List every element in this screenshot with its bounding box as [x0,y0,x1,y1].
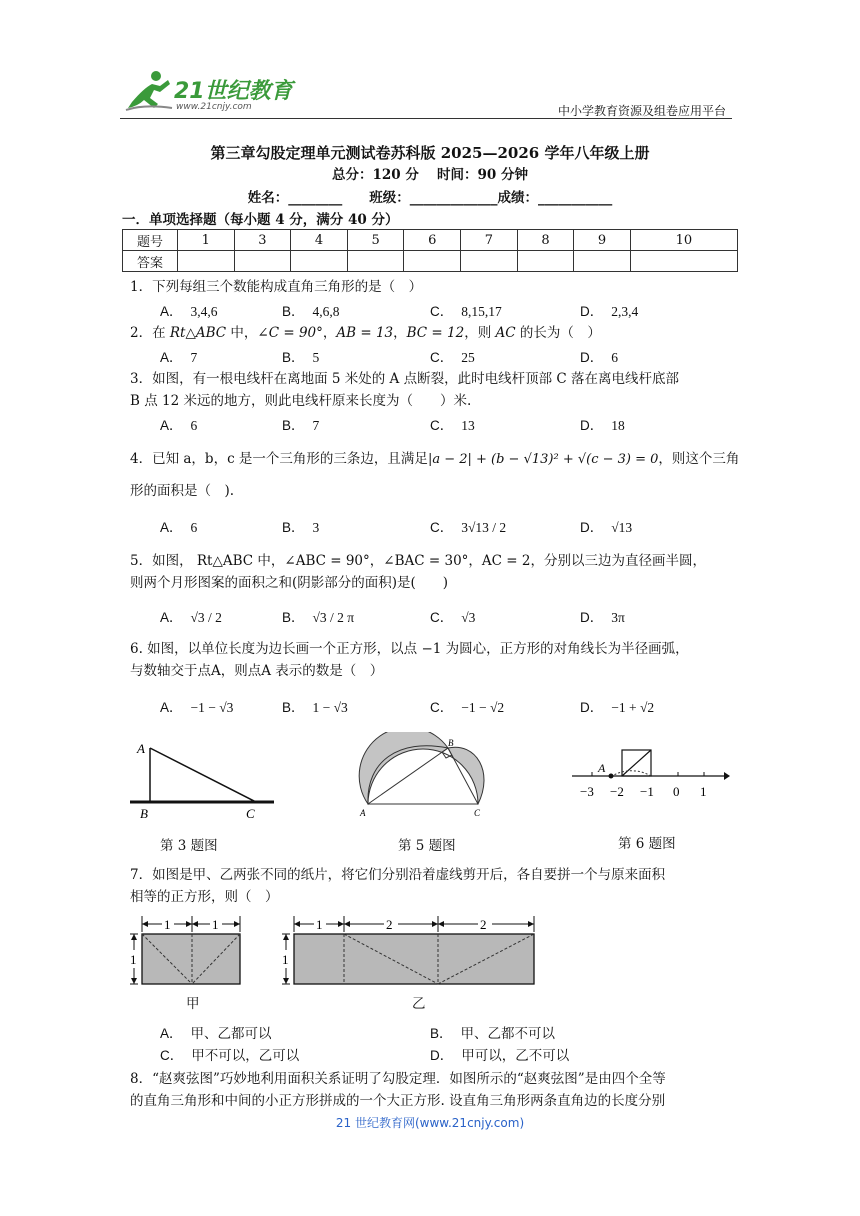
table-cell: 9 [574,230,631,251]
option-value: −1 + √2 [611,700,655,715]
figure-5-diagram [358,732,498,822]
option-letter: C． [430,520,454,535]
option-value: √3 / 2 [190,610,222,625]
q2-option-a [160,346,197,366]
figure-7-jia-caption: 甲 [186,996,200,1012]
option-value: 2,3,4 [611,304,639,319]
text: 中， [226,325,258,341]
q4-stem-line2: 形的面积是（ ). [130,483,235,499]
q7-option-b [430,1022,555,1042]
q6-option-c [430,696,504,716]
info-line: 姓名：________ 班级：_____________成绩：___________ [247,190,613,206]
q3-option-c [430,414,475,434]
option-value: 6 [190,520,198,535]
math: BC = 12 [406,325,465,341]
dim-label: 1 [212,917,219,932]
answer-cell[interactable] [291,251,348,272]
option-letter: D． [580,418,604,433]
option-value: 3 [312,520,320,535]
q4-option-a [160,516,197,536]
label-b: B [140,806,148,821]
page-title: 第三章勾股定理单元测试卷苏科版 2025—2026 学年八年级上册 [210,144,650,162]
tick-label: −3 [580,784,594,799]
figure-6-caption: 第 6 题图 [618,836,676,852]
table-cell: 6 [404,230,461,251]
option-value: 7 [190,350,198,365]
option-letter: A． [160,304,183,319]
tick-label: 1 [700,784,707,799]
figure-5-caption: 第 5 题图 [398,838,456,854]
option-letter: D． [580,520,604,535]
option-value: −1 − √2 [461,700,505,715]
option-value: 8,15,17 [461,304,502,319]
tick-label: −1 [640,784,654,799]
label-c: C [474,808,481,818]
option-letter: D． [580,610,604,625]
option-letter: D． [580,304,604,319]
q2-option-d [580,346,618,366]
option-value: 18 [611,418,625,433]
figure-3-caption: 第 3 题图 [160,838,218,854]
logo-url: www.21cnjy.com [176,102,252,112]
q3-stem-line2: B 点 12 米远的地方，则此电线杆原来长度为（ ）米. [130,393,472,409]
tick-label: −2 [610,784,624,799]
math-formula: |a − 2| + (b − √13)² + √(c − 3) = 0 [427,452,659,467]
header-rule [120,118,732,119]
option-letter: B． [282,700,305,715]
option-value: −1 − √3 [190,700,234,715]
q5-stem-line1: 5．如图， Rt△ABC 中，∠ABC = 90°，∠BAC = 30°，AC = 2，分别以三边为直径画半圆， [130,553,706,569]
logo-runner-icon [124,68,174,112]
q5-option-c [430,606,475,626]
figure-3-diagram [128,738,278,822]
option-letter: C． [430,610,454,625]
option-letter: D． [580,350,604,365]
option-letter: C． [430,304,454,319]
q2-stem [130,322,740,344]
label-b: B [448,738,454,748]
label-a: A [598,761,606,775]
q7-stem-line2: 相等的正方形，则（ ） [130,889,279,905]
q8-stem-line1: 8．“赵爽弦图”巧妙地利用面积关系证明了勾股定理．如图所示的“赵爽弦图”是由四个全等 [130,1071,666,1087]
option-letter: C． [430,350,454,365]
option-value: 甲、乙都不可以 [460,1026,556,1041]
option-letter: A． [160,520,183,535]
score-line: 总分：120 分 时间：90 分钟 [331,167,529,183]
option-value: 6 [190,418,198,433]
q3-stem-line1: 3．如图，有一根电线杆在离地面 5 米处的 A 点断裂，此时电线杆顶部 C 落在离电线杆底部 [130,371,680,387]
option-value: √3 [461,610,476,625]
q7-stem-line1: 7．如图是甲、乙两张不同的纸片，将它们分别沿着虚线剪开后，各自要拼一个与原来面积 [130,867,666,883]
q1-option-c [430,300,502,320]
q1-stem: 1．下列每组三个数能构成直角三角形的是（ ） [130,279,423,295]
text: ，则这个三角 [658,451,740,467]
option-letter: D． [430,1048,454,1063]
text: 的长为（ ） [515,325,601,341]
option-letter: C． [430,418,454,433]
option-value: 13 [461,418,475,433]
option-letter: A． [160,1026,183,1041]
option-letter: A． [160,350,183,365]
option-letter: A． [160,610,183,625]
q4-stem-line1 [130,448,740,471]
figure-6-diagram [570,742,730,804]
platform-name: 中小学教育资源及组卷应用平台 [557,104,726,118]
dim-label: 1 [282,952,289,967]
option-letter: A． [160,418,183,433]
q1-option-d [580,300,638,320]
figure-7-yi-caption: 乙 [412,996,426,1012]
table-cell: 答案 [123,251,178,272]
logo [124,68,294,116]
q4-option-c [430,516,506,536]
table-cell: 7 [461,230,518,251]
option-value: 甲可以，乙不可以 [461,1048,570,1063]
option-letter: D． [580,700,604,715]
q2-option-b [282,346,319,366]
q6-option-d [580,696,654,716]
math: ∠C = 90° [257,325,323,341]
label-a: A [137,741,145,756]
option-value: 甲不可以，乙可以 [191,1048,300,1063]
section-heading: 一．单项选择题（每小题 4 分，满分 40 分） [122,212,399,228]
figure-7-jia-diagram [128,912,248,992]
option-value: √3 / 2 π [312,610,355,625]
q1-option-b [282,300,340,320]
option-value: 5 [312,350,320,365]
answer-cell[interactable] [347,251,404,272]
table-cell: 3 [234,230,291,251]
option-letter: B． [282,520,305,535]
table-cell: 5 [347,230,404,251]
q6-stem-line2: 与数轴交于点A，则点A 表示的数是（ ） [130,663,384,679]
label-c: C [246,806,255,821]
table-row [123,230,738,251]
option-value: 甲、乙都可以 [190,1026,272,1041]
answer-table [122,229,738,272]
answer-cell[interactable] [630,251,737,272]
q6-stem-line1: 6. 如图，以单位长度为边长画一个正方形，以点 −1 为圆心，正方形的对角线长为半径画弧， [130,641,689,657]
answer-cell[interactable] [461,251,518,272]
text: ，则 [464,325,496,341]
option-letter: C． [160,1048,184,1063]
answer-cell[interactable] [574,251,631,272]
text: 2．在 [130,325,170,341]
q7-option-a [160,1022,272,1042]
option-letter: A． [160,700,183,715]
dim-label: 2 [480,917,487,932]
text: ， [393,325,407,341]
option-letter: B． [282,418,305,433]
logo-text: 21世纪教育 [174,79,293,104]
option-letter: B． [282,350,305,365]
text: 4．已知 a，b，c 是一个三角形的三条边，且满足 [130,451,428,467]
dim-label: 2 [386,917,393,932]
q4-option-b [282,516,319,536]
footer-link[interactable]: 21 世纪教育网(www.21cnjy.com) [335,1116,525,1130]
math: Rt△ABC [169,325,227,341]
label-a: A [360,808,366,818]
q5-option-a [160,606,222,626]
text: ， [322,325,337,341]
q6-option-a [160,696,233,716]
option-value: 7 [312,418,320,433]
table-cell: 8 [517,230,574,251]
q3-option-b [282,414,319,434]
dim-label: 1 [316,917,323,932]
option-value: 25 [461,350,475,365]
option-value: 3√13 / 2 [461,520,507,535]
q8-stem-line2: 的直角三角形和中间的小正方形拼成的一个大正方形. 设直角三角形两条直角边的长度分别 [130,1093,666,1109]
tick-label: 0 [673,784,680,799]
answer-cell[interactable] [404,251,461,272]
option-letter: B． [282,610,305,625]
option-value: 6 [611,350,618,365]
q3-option-a [160,414,197,434]
option-value: √13 [611,520,633,535]
q4-option-d [580,516,632,536]
option-value: 4,6,8 [312,304,340,319]
answer-cell[interactable] [234,251,291,272]
q7-option-d [430,1044,569,1064]
q1-option-a [160,300,218,320]
math: AC [495,325,516,341]
table-cell: 题号 [123,230,178,251]
math: AB = 13 [336,325,394,341]
table-row [123,251,738,272]
dim-label: 1 [130,952,137,967]
option-value: 3π [611,610,625,625]
answer-cell[interactable] [517,251,574,272]
q5-option-d [580,606,625,626]
figure-7-yi-diagram [280,912,540,992]
table-cell: 1 [178,230,235,251]
table-cell: 4 [291,230,348,251]
option-letter: B． [282,304,305,319]
option-value: 3,4,6 [190,304,218,319]
q5-stem-line2: 则两个月形图案的面积之和(阴影部分的面积)是( ) [130,575,449,591]
q6-option-b [282,696,348,716]
q7-option-c [160,1044,299,1064]
table-cell: 10 [630,230,737,251]
q5-option-b [282,606,354,626]
option-value: 1 − √3 [312,700,348,715]
dim-label: 1 [164,917,171,932]
q3-option-d [580,414,625,434]
q2-option-c [430,346,475,366]
option-letter: C． [430,700,454,715]
answer-cell[interactable] [178,251,235,272]
option-letter: B． [430,1026,453,1041]
